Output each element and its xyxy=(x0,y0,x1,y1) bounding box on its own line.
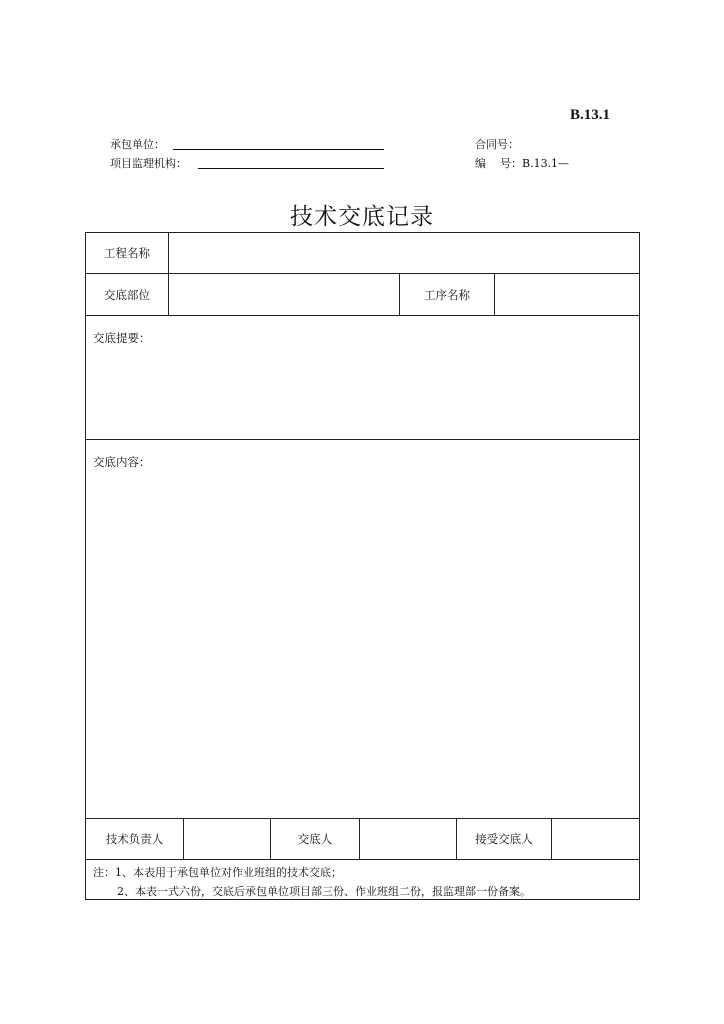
process-name-value[interactable] xyxy=(495,274,639,315)
contract-no-label: 合同号： xyxy=(475,138,519,151)
document-title: 技术交底记录 xyxy=(290,204,434,230)
record-table xyxy=(85,232,640,900)
receiver-signature[interactable] xyxy=(552,819,639,859)
summary-label: 交底提要： xyxy=(93,331,151,345)
presenter-signature[interactable] xyxy=(360,819,456,859)
contractor-field[interactable] xyxy=(173,149,384,150)
presenter-label: 交底人 xyxy=(297,832,333,846)
form-code: B.13.1 xyxy=(570,107,611,123)
project-name-label: 工程名称 xyxy=(104,246,150,260)
process-name-label: 工序名称 xyxy=(424,287,470,302)
note-line-1: 注：1、本表用于承包单位对作业班组的技术交底； xyxy=(93,866,342,879)
contractor-label: 承包单位： xyxy=(110,138,165,151)
location-label: 交底部位 xyxy=(104,287,150,302)
supervisor-field[interactable] xyxy=(198,168,384,169)
tech-lead-signature[interactable] xyxy=(184,819,270,859)
location-value[interactable] xyxy=(169,274,399,315)
project-name-value[interactable] xyxy=(169,233,639,273)
row-divider xyxy=(86,439,639,440)
receiver-label: 接受交底人 xyxy=(475,832,533,846)
tech-lead-label: 技术负责人 xyxy=(105,832,164,846)
serial-no-label: 编 号：B.13.1— xyxy=(475,157,570,170)
supervisor-label: 项目监理机构： xyxy=(110,157,187,170)
content-label: 交底内容： xyxy=(93,455,151,469)
row-divider xyxy=(86,859,639,860)
note-line-2: 2、本表一式六份，交底后承包单位项目部三份、作业班组二份，报监理部一份备案。 xyxy=(117,885,531,898)
row-divider xyxy=(86,315,639,316)
